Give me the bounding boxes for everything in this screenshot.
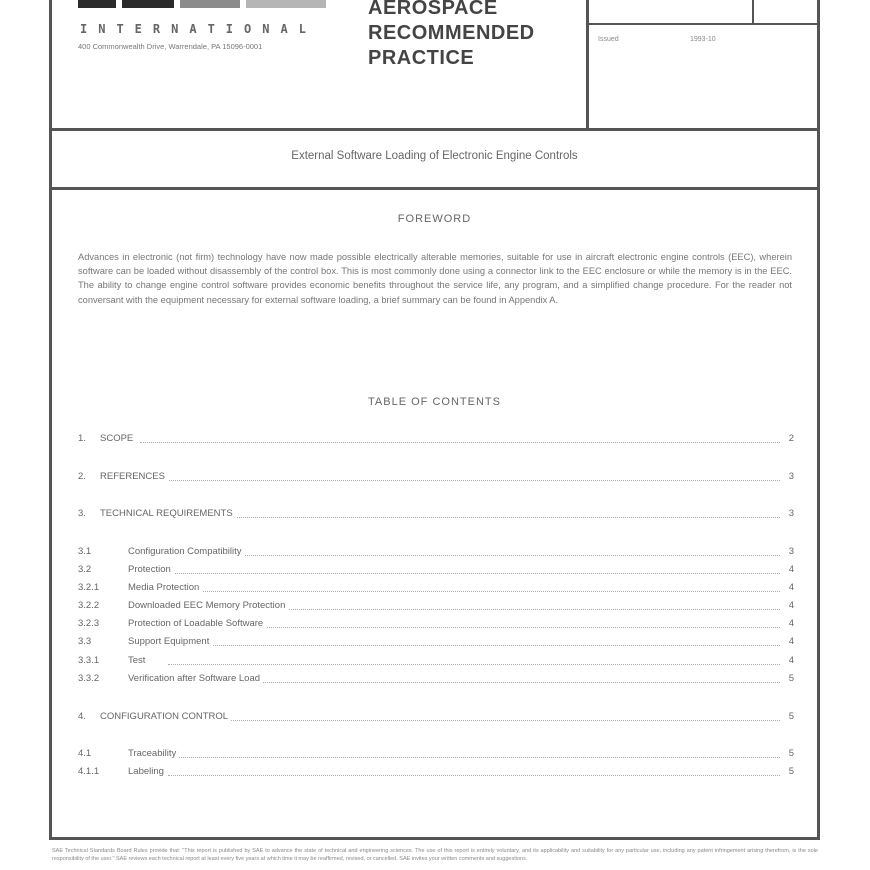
- toc-entry-title: SCOPE: [100, 433, 136, 444]
- toc-leader-dots: [168, 757, 780, 758]
- toc-leader-dots: [168, 555, 780, 556]
- toc-leader-dots: [168, 664, 780, 665]
- toc-entry-title: Traceability: [128, 748, 179, 759]
- toc-entry-number: 3.1: [78, 546, 92, 557]
- org-logo: [78, 0, 326, 10]
- header-cell-rule: [589, 23, 820, 25]
- issued-label: Issued: [598, 36, 619, 43]
- toc-entry-title: Labeling: [128, 766, 167, 777]
- toc-entry-number: 4.1.1: [78, 766, 100, 777]
- toc-entry-number: 4.1: [78, 748, 92, 759]
- toc-entry-page: 5: [788, 711, 794, 722]
- toc-entry[interactable]: [78, 673, 794, 687]
- toc-entry-number: 3.3.1: [78, 655, 100, 666]
- header-divider: [49, 128, 820, 131]
- toc-leader-dots: [168, 645, 780, 646]
- toc-leader-dots: [168, 591, 780, 592]
- toc-entry-title: REFERENCES: [100, 471, 168, 482]
- issued-date: 1993-10: [690, 36, 716, 43]
- toc-entry-page: 5: [788, 766, 794, 777]
- toc-entry[interactable]: [78, 655, 794, 669]
- org-name: INTERNATIONAL: [80, 22, 317, 36]
- toc-entry[interactable]: [78, 433, 794, 447]
- toc-leader-dots: [168, 775, 780, 776]
- toc-entry-number: 3.2: [78, 564, 92, 575]
- toc-entry-page: 2: [788, 433, 794, 444]
- toc-entry-number: 3.3.2: [78, 673, 100, 684]
- document-type: [368, 0, 535, 71]
- toc-entry[interactable]: [78, 564, 794, 578]
- toc-entry-title: Support Equipment: [128, 636, 212, 647]
- toc-entry-title: Media Protection: [128, 582, 202, 593]
- legal-notice: SAE Technical Standards Board Rules provide that: "This report is published by SAE to advance the state of technical and engineering sciences. The use of this report is entirely voluntary, and its applicability and suitability for any particular use, including any patent infringement arising therefrom, is the sole responsibility of the user." SAE reviews each technical report at least every five years at which time it may be reaffirmed, revised, or cancelled. SAE invites your written comments and suggestions.: [52, 848, 818, 862]
- header-cell-divider: [752, 0, 754, 25]
- toc-entry-number: 3.2.2: [78, 600, 100, 611]
- toc-entry-title: Protection of Loadable Software: [128, 618, 266, 629]
- toc-entry-page: 5: [788, 673, 794, 684]
- foreword-text: Advances in electronic (not firm) technology have now made possible electrically alterable memories, suitable for use in aircraft electronic engine controls (EEC), wherein software can be loaded without disassembly of the control box. This is most commonly done using a connector link to the EEC enclosure or while the memory is in the EEC. The ability to change engine control software provides economic benefits throughout the service life, any program, and a simplified change procedure. For the reader not conversant with the equipment necessary for external software loading, a brief summary can be found in Appendix A.: [78, 252, 792, 305]
- toc-entry-title: Verification after Software Load: [128, 673, 263, 684]
- toc-entry-page: 3: [788, 508, 794, 519]
- toc-leader-dots: [168, 573, 780, 574]
- toc-leader-dots: [140, 442, 780, 443]
- toc-entry[interactable]: [78, 766, 794, 780]
- toc-entry-title: TECHNICAL REQUIREMENTS: [100, 508, 236, 519]
- toc-entry[interactable]: [78, 618, 794, 632]
- toc-entry-title: CONFIGURATION CONTROL: [100, 711, 231, 722]
- toc-heading: TABLE OF CONTENTS: [368, 396, 501, 408]
- toc-entry-title: Configuration Compatibility: [128, 546, 245, 557]
- toc-entry[interactable]: [78, 546, 794, 560]
- toc-leader-dots: [140, 480, 780, 481]
- doc-type-line: AEROSPACE: [368, 0, 498, 19]
- toc-entry[interactable]: [78, 471, 794, 485]
- document-subject: External Software Loading of Electronic Engine Controls: [291, 150, 578, 162]
- toc-entry-page: 4: [788, 582, 794, 593]
- toc-entry-page: 5: [788, 748, 794, 759]
- toc-entry[interactable]: [78, 600, 794, 614]
- toc-entry[interactable]: [78, 748, 794, 762]
- doc-type-line: RECOMMENDED: [368, 22, 535, 44]
- org-address: 400 Commonwealth Drive, Warrendale, PA 15096-0001: [78, 42, 263, 51]
- header-column-divider: [586, 0, 589, 130]
- toc-leader-dots: [140, 517, 780, 518]
- toc-entry-number: 3.2.3: [78, 618, 100, 629]
- doc-type-line: PRACTICE: [368, 47, 475, 69]
- toc-leader-dots: [140, 720, 780, 721]
- toc-entry-page: 4: [788, 636, 794, 647]
- toc-entry[interactable]: [78, 582, 794, 596]
- toc-entry-title: Test: [128, 655, 148, 666]
- toc-entry-number: 3.3: [78, 636, 92, 647]
- subject-divider: [49, 187, 820, 190]
- toc-entry[interactable]: [78, 636, 794, 650]
- toc-entry-number: 2.: [78, 471, 86, 482]
- toc-entry-page: 4: [788, 655, 794, 666]
- toc-entry-title: Downloaded EEC Memory Protection: [128, 600, 288, 611]
- toc-entry-number: 1.: [78, 433, 86, 444]
- toc-entry-number: 3.: [78, 508, 86, 519]
- toc-entry-page: 3: [788, 546, 794, 557]
- toc-entry-number: 4.: [78, 711, 86, 722]
- toc-entry-page: 3: [788, 471, 794, 482]
- toc-entry[interactable]: [78, 508, 794, 522]
- toc-entry-page: 4: [788, 618, 794, 629]
- foreword-heading: FOREWORD: [397, 213, 472, 225]
- toc-entry-title: Protection: [128, 564, 174, 575]
- toc-entry-page: 4: [788, 600, 794, 611]
- toc-entry-page: 4: [788, 564, 794, 575]
- toc-entry-number: 3.2.1: [78, 582, 100, 593]
- toc-entry[interactable]: [78, 711, 794, 725]
